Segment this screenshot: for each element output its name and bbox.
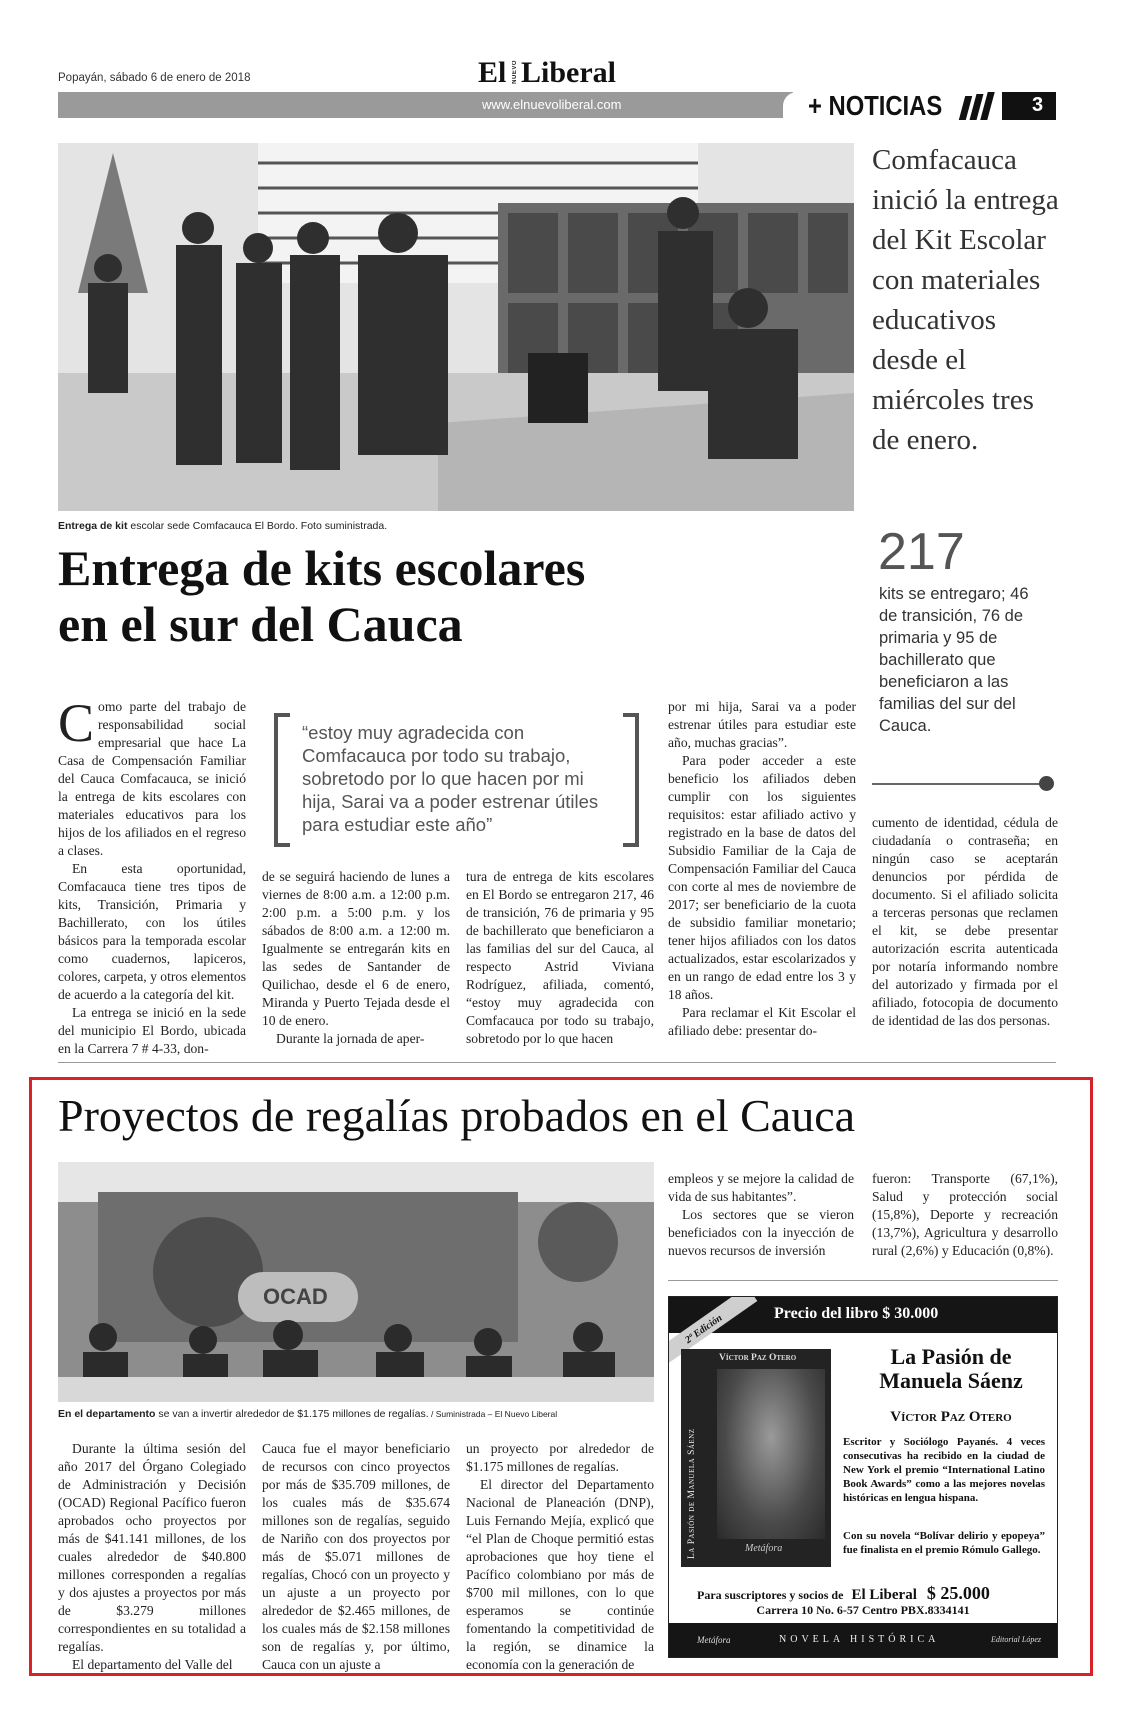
stat-rule (872, 783, 1044, 785)
logo-liberal: Liberal (521, 56, 616, 89)
kits-caption-bold: Entrega de kit (58, 520, 128, 532)
article1-col1 (58, 693, 246, 1058)
article1-col4-p2: Para poder acceder a este beneficio los afiliados deben cumplir con los siguientes requisitos: estar afiliado activo y registrado en la base de datos del Subsidio Familiar de la Caja de Compensación Familiar del Cauca con corte al mes de noviembre de 2017; ser beneficiario de la cuota de subsidio familiar monetario; tener hijos afiliados con los datos actualizados, estar escolarizados y en un rango de edad entre los 3 y 18 años. (668, 753, 856, 1002)
article1-col5-p1: cumento de identidad, cédula de ciudadanía o contraseña; en ningún caso se aceptarán denuncios por pérdida de documento. Si el afiliado solicita a terceras personas que reclamen el kit, se debe presentar autorización escrita autenticada por notaría informando nombre del autorizado y firmada por el afiliado, fotocopia de documento de identidad de las dos personas. (872, 815, 1058, 1028)
ad-bio2: Con su novela “Bolívar delirio y epopeya” fue finalista en el premio Rómulo Gallego. (843, 1530, 1045, 1556)
article1-col1-p1: omo parte del trabajo de responsabilidad social empresarial que hace La Casa de Compensación Familiar del Cauca Comfacauca, se inició la entrega de kits escolares con materiales educativos para los hijos de los afiliados en el regreso a clases. (58, 699, 246, 858)
article2-col2 (262, 1440, 450, 1674)
book-cover-publisher: Metáfora (745, 1543, 783, 1554)
ad-subscribers-logo: El Liberal (851, 1587, 917, 1603)
logo-el: El (478, 56, 507, 89)
article1-col1-p2: En esta oportunidad, Comfacauca tiene tres tipos de kits, Transición, Primaria y Bachillerato, con los útiles básicos para la temporada escolar como cuadernos, lapiceros, colores, carpeta, y otros elementos de acuerdo a la categoría del kit. (58, 861, 246, 1002)
section-stripes (962, 92, 1002, 122)
ad-bio1: Escritor y Sociólogo Payanés. 4 veces consecutivas ha recibido en la ciudad de New York el premio “International Latino Book Awards” como a las mejores novelas históricas en lengua hispana. (843, 1436, 1045, 1504)
ad-subscribers (697, 1583, 1047, 1604)
kits-caption-text: escolar sede Comfacauca El Bordo. Foto suministrada. (127, 520, 388, 532)
photo-sign: OCAD (263, 1284, 328, 1309)
ad-subscribers-text: Para suscriptores y socios de (697, 1588, 844, 1602)
pullquote-text: “estoy muy agradecida con Comfacauca por todo su trabajo, sobretodo por lo que hacen por mi hija, Sarai va a poder estrenar útiles para estudiar este año” (302, 722, 599, 835)
book-cover-art (717, 1369, 825, 1539)
dropcap: C (58, 693, 95, 753)
ad-footer-center: NOVELA HISTÓRICA (779, 1634, 940, 1645)
article2-col4 (668, 1170, 854, 1260)
regalias-photo-illustration (58, 1162, 654, 1402)
regalias-photo-caption (58, 1408, 557, 1420)
ad-divider (668, 1280, 1058, 1281)
kits-photo-illustration (58, 143, 854, 511)
article2-col5 (872, 1170, 1058, 1260)
section-divider (58, 1062, 1056, 1063)
article2-col4-p1: empleos y se mejore la calidad de vida de sus habitantes”. (668, 1171, 854, 1204)
book-cover (681, 1349, 831, 1567)
pullquote-bracket-left (274, 713, 290, 847)
article2-headline: Proyectos de regalías probados en el Cauca (58, 1090, 856, 1141)
article1-col3-p1: tura de entrega de kits escolares en El Bordo se entregaron 217, 46 de transición, 76 de primaria y 95 de bachillerato que beneficiaron a las familias del sur del Cauca, al respecto Astrid Viviana Rodríguez, afiliada, comentó, “estoy muy agradecida con Comfacauca por todo su trabajo, sobretodo por lo que hacen (466, 869, 654, 1046)
article2-col1-p2: El departamento del Valle del (72, 1657, 233, 1672)
stat-dot (1039, 776, 1054, 791)
ad-title-line1: La Pasión de (890, 1344, 1012, 1369)
article1-col3 (466, 868, 654, 1048)
article2-col4-p2: Los sectores que se vieron beneficiados con la inyección de nuevos recursos de inversión (668, 1207, 854, 1258)
article1-col5 (872, 814, 1058, 1030)
article1-col4-p3: Para reclamar el Kit Escolar el afiliado debe: presentar do- (668, 1005, 856, 1038)
page-number: 3 (1032, 94, 1044, 116)
article1-headline-line2: en el sur del Cauca (58, 596, 463, 652)
article2-col3-p1: un proyecto por alrededor de $1.175 millones de regalías. (466, 1441, 654, 1474)
ad-price-text: Precio del libro $ 30.000 (774, 1305, 939, 1322)
stat-text: kits se entregaro; 46 de transición, 76 de primaria y 95 de bachillerato que beneficiaron a las familias del sur del Cauca. (879, 585, 1029, 735)
article2-col3-p2: El director del Departamento Nacional de Planeación (DNP), Luis Fernando Mejía, explicó que “el Plan de Choque permitió estas aprobaciones que hoy tiene el Pacífico colombiano por más de $700 mil millones, con lo que esperamos se continúe fomentando la competitividad de la región, se dinamice la economía con la generación de (466, 1477, 654, 1672)
regalias-photo (58, 1162, 654, 1402)
article1-col4-p1: por mi hija, Sarai va a poder estrenar útiles para estudiar este año, muchas gracias”. (668, 699, 856, 750)
regalias-caption-text: se van a invertir alrededor de $1.175 millones de regalías. (155, 1408, 429, 1420)
header-bar-white-notch (783, 92, 805, 118)
ad-footer (669, 1623, 1057, 1658)
ad-footer-left: Metáfora (697, 1635, 731, 1645)
article1-headline (58, 540, 585, 652)
article1-headline-line1: Entrega de kits escolares (58, 540, 586, 596)
article2-col3 (466, 1440, 654, 1674)
page-number-box (1002, 92, 1056, 120)
section-label: + NOTICIAS (808, 90, 943, 121)
dateline: Popayán, sábado 6 de enero de 2018 (58, 72, 251, 84)
book-ad (668, 1296, 1058, 1658)
ad-footer-right: Editorial López (990, 1635, 1041, 1644)
masthead-logo (478, 56, 638, 90)
article1-col2-p1: de se seguirá haciendo de lunes a viernes de 8:00 a.m. a 12:00 p.m. 2:00 p.m. a 5:00 p.m. y los sábados de 8:00 a.m. a 12:00 m. Igualmente se entregarán kits en las sedes de Santander de Quilichao, desde el 6 de enero, Miranda y Puerto Tejada desde el 10 de enero. (262, 869, 450, 1028)
article2-col1-p1: Durante la última sesión del año 2017 del Órgano Colegiado de Administración y Decisión (OCAD) Regional Pacífico fueron aprobados ocho proyectos por más de $41.141 millones, de los cuales alrededor de $40.800 millones corresponden a regalías y dos ajustes a proyectos por más de $3.279 millones correspondientes en su totalidad a regalías. (58, 1441, 246, 1654)
book-cover-author: Víctor Paz Otero (719, 1353, 797, 1363)
kits-photo-caption (58, 520, 387, 532)
ad-author: Víctor Paz Otero (890, 1409, 1012, 1425)
ad-edition-text: 2ª Edición (683, 1312, 725, 1346)
kits-photo (58, 143, 854, 511)
logo-nuevo: NUEVO (512, 60, 518, 84)
book-cover-spine: La Pasión de Manuela Sáenz (687, 1428, 697, 1559)
article2-col1 (58, 1440, 246, 1674)
pullquote-bracket-right (623, 713, 639, 847)
article1-col2 (262, 868, 450, 1048)
article1-deck: Comfacauca inició la entrega del Kit Escolar con materiales educativos desde el miércoles tres de enero. (872, 144, 1059, 456)
regalias-caption-bold: En el departamento (58, 1408, 156, 1420)
regalias-caption-credit: / Suministrada – El Nuevo Liberal (428, 1409, 558, 1419)
ad-title (847, 1345, 1055, 1393)
ad-address: Carrera 10 No. 6-57 Centro PBX.8334141 (756, 1603, 970, 1617)
stat-number: 217 (878, 523, 965, 581)
article1-col2-p2: Durante la jornada de aper- (276, 1031, 425, 1046)
article2-col2-p1: Cauca fue el mayor beneficiario de recursos con cinco proyectos por más de $35.709 millones, de los cuales más de $35.674 millones son de regalías, seguido de Nariño con dos proyectos por más de $5.071 millones de regalías, Chocó con un proyecto y un ajuste a un proyecto por alrededor de $2.465 millones, de los cuales más de $2.158 millones son de regalías y, por último, Cauca con un ajuste a (262, 1441, 450, 1672)
website-url: www.elnuevoliberal.com (482, 97, 622, 112)
header-bar (58, 92, 793, 118)
article1-col4 (668, 698, 856, 1040)
article1-col1-p3: La entrega se inició en la sede del municipio El Bordo, ubicada en la Carrera 7 # 4-33, don- (58, 1005, 246, 1056)
pullquote-box (274, 713, 639, 843)
ad-subscribers-price: $ 25.000 (926, 1583, 990, 1603)
ad-title-line2: Manuela Sáenz (879, 1368, 1023, 1393)
article2-col5-p1: fueron: Transporte (67,1%), Salud y protección social (15,8%), Deporte y recreación (13,7%), Agricultura y desarrollo rural (2,6%) y Educación (0,8%). (872, 1171, 1058, 1258)
